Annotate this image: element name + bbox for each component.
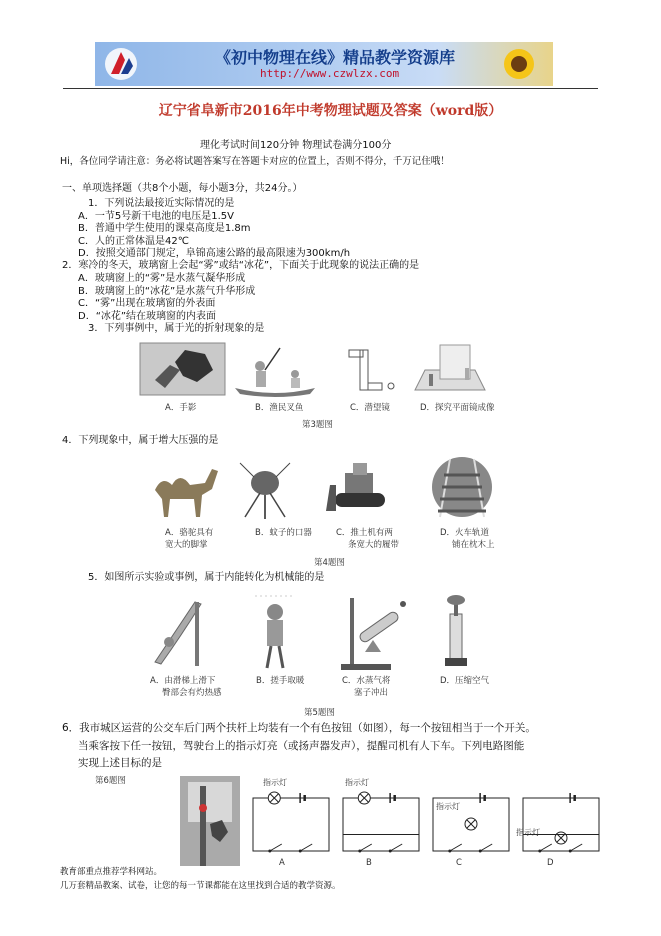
- q4-label-c-2: 条宽大的履带: [348, 540, 400, 550]
- switch-pivot-2-1: [479, 850, 482, 853]
- switch-0-1: [300, 844, 312, 851]
- slide-image: [155, 602, 201, 666]
- switch-2-1: [480, 844, 492, 851]
- q1-stem: 1．下列说法最接近实际情况的是: [88, 198, 235, 209]
- q5-label-c-2: 塞子冲出: [354, 688, 389, 698]
- camel-image: [155, 469, 218, 517]
- circuit-label-a: A: [279, 858, 285, 868]
- q6-line-3: 实现上述目标的是: [78, 757, 162, 769]
- logo-icon: [101, 46, 141, 82]
- switch-pivot-2-0: [448, 850, 451, 853]
- banner-url[interactable]: http://www.czwlzx.com: [260, 67, 400, 80]
- q2-stem: 2．寒冷的冬天，玻璃窗上会起“雾”或结“冰花”，下面关于此现象的说法正确的是: [62, 260, 420, 271]
- q2-option-d: D．“冰花”结在玻璃窗的内表面: [78, 311, 217, 322]
- header-rule: [63, 88, 598, 89]
- steam-cork-image: [341, 598, 406, 670]
- q4-label-a-1: A．骆驼具有: [165, 528, 214, 538]
- q3-stem: 3．下列事例中，属于光的折射现象的是: [88, 323, 265, 334]
- switch-pivot-3-1: [569, 850, 572, 853]
- railway-image: [432, 457, 492, 517]
- q4-label-b-1: B．蚊子的口器: [255, 528, 312, 538]
- lamp-label-b: 指示灯: [345, 778, 369, 787]
- q4-figure: [150, 455, 500, 523]
- q4-caption: 第4题图: [314, 558, 345, 568]
- q2-option-b: B．玻璃窗上的“冰花”是水蒸气升华形成: [78, 286, 256, 297]
- q5-label-a-2: 臀部会有灼热感: [162, 688, 222, 698]
- switch-2-0: [450, 844, 462, 851]
- lamp-label-a: 指示灯: [263, 778, 287, 787]
- q4-label-d-2: 铺在枕木上: [452, 540, 495, 550]
- switch-pivot-1-0: [358, 850, 361, 853]
- q4-stem: 4．下列现象中，属于增大压强的是: [62, 435, 219, 446]
- doc-title: 辽宁省阜新市2016年中考物理试题及答案（word版）: [158, 103, 503, 119]
- lamp-label-c: 指示灯: [436, 802, 460, 811]
- q4-label-a-2: 宽大的脚掌: [165, 540, 208, 550]
- q5-label-a-1: A．由滑梯上滑下: [150, 676, 216, 686]
- circuit-label-d: D: [547, 858, 554, 868]
- rubbing-hands-image: [255, 596, 295, 668]
- bulldozer-image: [326, 463, 385, 511]
- q3-caption: 第3题图: [302, 420, 333, 430]
- circuit-frame-1: [343, 798, 419, 851]
- q4-label-c-1: C．推土机有两: [336, 528, 393, 538]
- banner-title: 《初中物理在线》精品教学资源库: [215, 48, 456, 67]
- q6-line-1: 6．我市城区运营的公交车后门两个扶杆上均装有一个有色按钮（如图），每一个按钮相当于一个开关。: [62, 722, 536, 734]
- q5-label-b-1: B．搓手取暖: [256, 676, 305, 686]
- air-compression-image: [445, 595, 467, 666]
- q5-caption: 第5题图: [304, 708, 335, 718]
- sunflower-icon: [489, 44, 549, 84]
- q2-option-c: C．“雾”出现在玻璃窗的外表面: [78, 298, 216, 309]
- lamp-label-d: 指示灯: [516, 828, 540, 837]
- q3-label-c: C．潜望镜: [350, 403, 390, 413]
- periscope-image: [349, 350, 394, 390]
- switch-pivot-0-1: [299, 850, 302, 853]
- switch-pivot-3-0: [538, 850, 541, 853]
- switch-1-1: [390, 844, 402, 851]
- q6-line-2: 当乘客按下任一按钮，驾驶台上的指示灯亮（或扬声器发声），提醒司机有人下车。下列电路图能: [78, 740, 525, 752]
- footer-line-2: 几万套精品教案、试卷，让您的每一节课都能在这里找到合适的教学资源。: [60, 881, 341, 891]
- mosquito-image: [240, 463, 290, 519]
- switch-pivot-0-0: [268, 850, 271, 853]
- q1-option-b: B．普通中学生使用的课桌高度是1.8m: [78, 223, 251, 234]
- q5-label-c-1: C．水蒸气将: [342, 676, 391, 686]
- q3-label-b: B．渔民叉鱼: [255, 403, 304, 413]
- plane-mirror-image: [415, 345, 485, 390]
- circuit-label-b: B: [366, 858, 372, 868]
- q3-figure: [135, 340, 495, 400]
- q6-circuits: [245, 776, 615, 856]
- q1-option-d: D．按照交通部门规定，阜锦高速公路的最高限速为300km/h: [78, 248, 351, 259]
- switch-0-0: [270, 844, 282, 851]
- q5-figure: [145, 592, 495, 672]
- bus-door-photo: [180, 776, 240, 866]
- q3-label-a: A．手影: [165, 403, 197, 413]
- q5-label-d-1: D．压缩空气: [440, 676, 490, 686]
- fisherman-image: [235, 348, 315, 397]
- q6-caption: 第6题图: [95, 776, 126, 786]
- switch-pivot-1-1: [389, 850, 392, 853]
- header-banner: [95, 42, 553, 86]
- hand-shadow-image: [140, 343, 225, 395]
- q2-option-a: A．玻璃窗上的“雾”是水蒸气凝华形成: [78, 273, 246, 284]
- switch-3-0: [540, 844, 552, 851]
- q5-stem: 5．如图所示实验或事例，属于内能转化为机械能的是: [88, 572, 325, 583]
- q1-option-c: C．人的正常体温是42℃: [78, 236, 189, 247]
- notice: Hi，各位同学请注意：务必将试题答案写在答题卡对应的位置上，否则不得分，千万记住哦！: [60, 156, 450, 167]
- section-title: 一、单项选择题（共8个小题，每小题3分，共24分。）: [62, 183, 303, 194]
- q1-option-a: A．一节5号新干电池的电压是1.5V: [78, 211, 234, 222]
- switch-3-1: [570, 844, 582, 851]
- q4-label-d-1: D．火车轨道: [440, 528, 490, 538]
- switch-1-0: [360, 844, 372, 851]
- circuit-frame-0: [253, 798, 329, 851]
- circuit-label-c: C: [456, 858, 462, 868]
- q3-label-d: D．探究平面镜成像: [420, 403, 495, 413]
- exam-info: 理化考试时间120分钟 物理试卷满分100分: [200, 140, 392, 151]
- footer-line-1: 教育部重点推荐学科网站。: [60, 867, 163, 877]
